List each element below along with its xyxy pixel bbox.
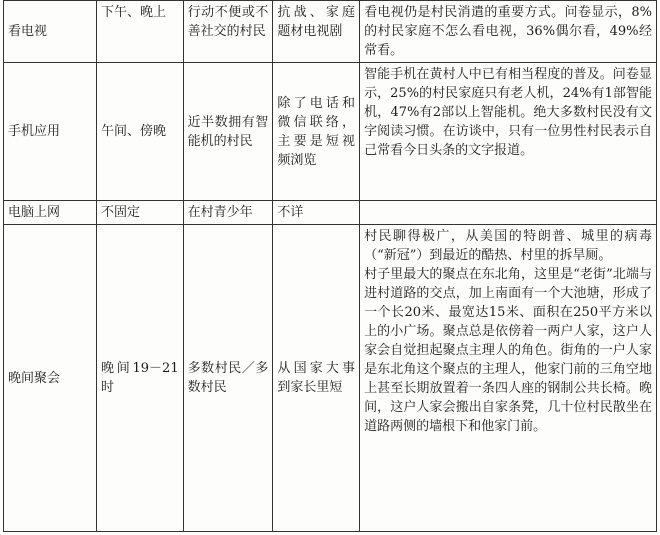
notes-cell <box>360 225 657 532</box>
leisure-activity-table <box>3 0 657 532</box>
participants-cell: 行动不便或不善社交的村民 <box>183 1 273 63</box>
table-row <box>4 1 657 63</box>
notes-paragraph: 村民聊得极广，从美国的特朗普、城里的病毒（“新冠”）到最近的酷热、村里的拆旱厕。 <box>364 229 652 263</box>
content-cell: 除了电话和微信联络，主要是短视频浏览 <box>273 63 360 201</box>
notes-cell <box>360 63 657 201</box>
notes-cell <box>360 201 657 225</box>
table-row <box>4 225 657 532</box>
activity-cell: 晚间聚会 <box>4 225 97 532</box>
content-cell: 抗战、家庭题材电视剧 <box>273 1 360 63</box>
notes-cell <box>360 1 657 63</box>
content-cell: 不详 <box>273 201 360 225</box>
time-cell: 晚间19－21时 <box>96 225 183 532</box>
table-row <box>4 201 657 225</box>
time-cell: 不固定 <box>96 201 183 225</box>
notes-paragraph: 村子里最大的聚点在东北角，这里是“老街”北端与进村道路的交点，加上南面有一个大池塘，形成了一个长20米、最宽达15米、面积在250平方米以上的小广场。聚点总是依傍着一两户人家，这户人家会自觉担起聚点主理人的角色。街角的一户人家是东北角这个聚点的主理人，他家门前的三角空地上甚至长期放置着一条四人座的钢制公共长椅。晚间，这户人家会搬出自家条凳，几十位村民散坐在道路两侧的墙根下和他家门前。 <box>364 267 652 434</box>
activity-cell: 手机应用 <box>4 63 97 201</box>
activity-cell: 电脑上网 <box>4 201 97 225</box>
participants-cell: 近半数拥有智能机的村民 <box>183 63 273 201</box>
participants-cell: 在村青少年 <box>183 201 273 225</box>
notes-paragraph: 智能手机在黄村人中已有相当程度的普及。问卷显示，25%的村民家庭只有老人机，24%有1部智能机，47%有2部以上智能机。绝大多数村民没有文字阅读习惯。在访谈中，只有一位男性村民表示自己常看今日头条的文字报道。 <box>364 67 652 158</box>
activity-cell: 看电视 <box>4 1 97 63</box>
notes-paragraph: 看电视仍是村民消遣的重要方式。问卷显示，8%的村民家庭不怎么看电视，36%偶尔看，49%经常看。 <box>364 5 652 58</box>
participants-cell: 多数村民／多数村民 <box>183 225 273 532</box>
time-cell: 午间、傍晚 <box>96 63 183 201</box>
table-row <box>4 63 657 201</box>
time-cell: 下午、晚上 <box>96 1 183 63</box>
content-cell: 从国家大事到家长里短 <box>273 225 360 532</box>
